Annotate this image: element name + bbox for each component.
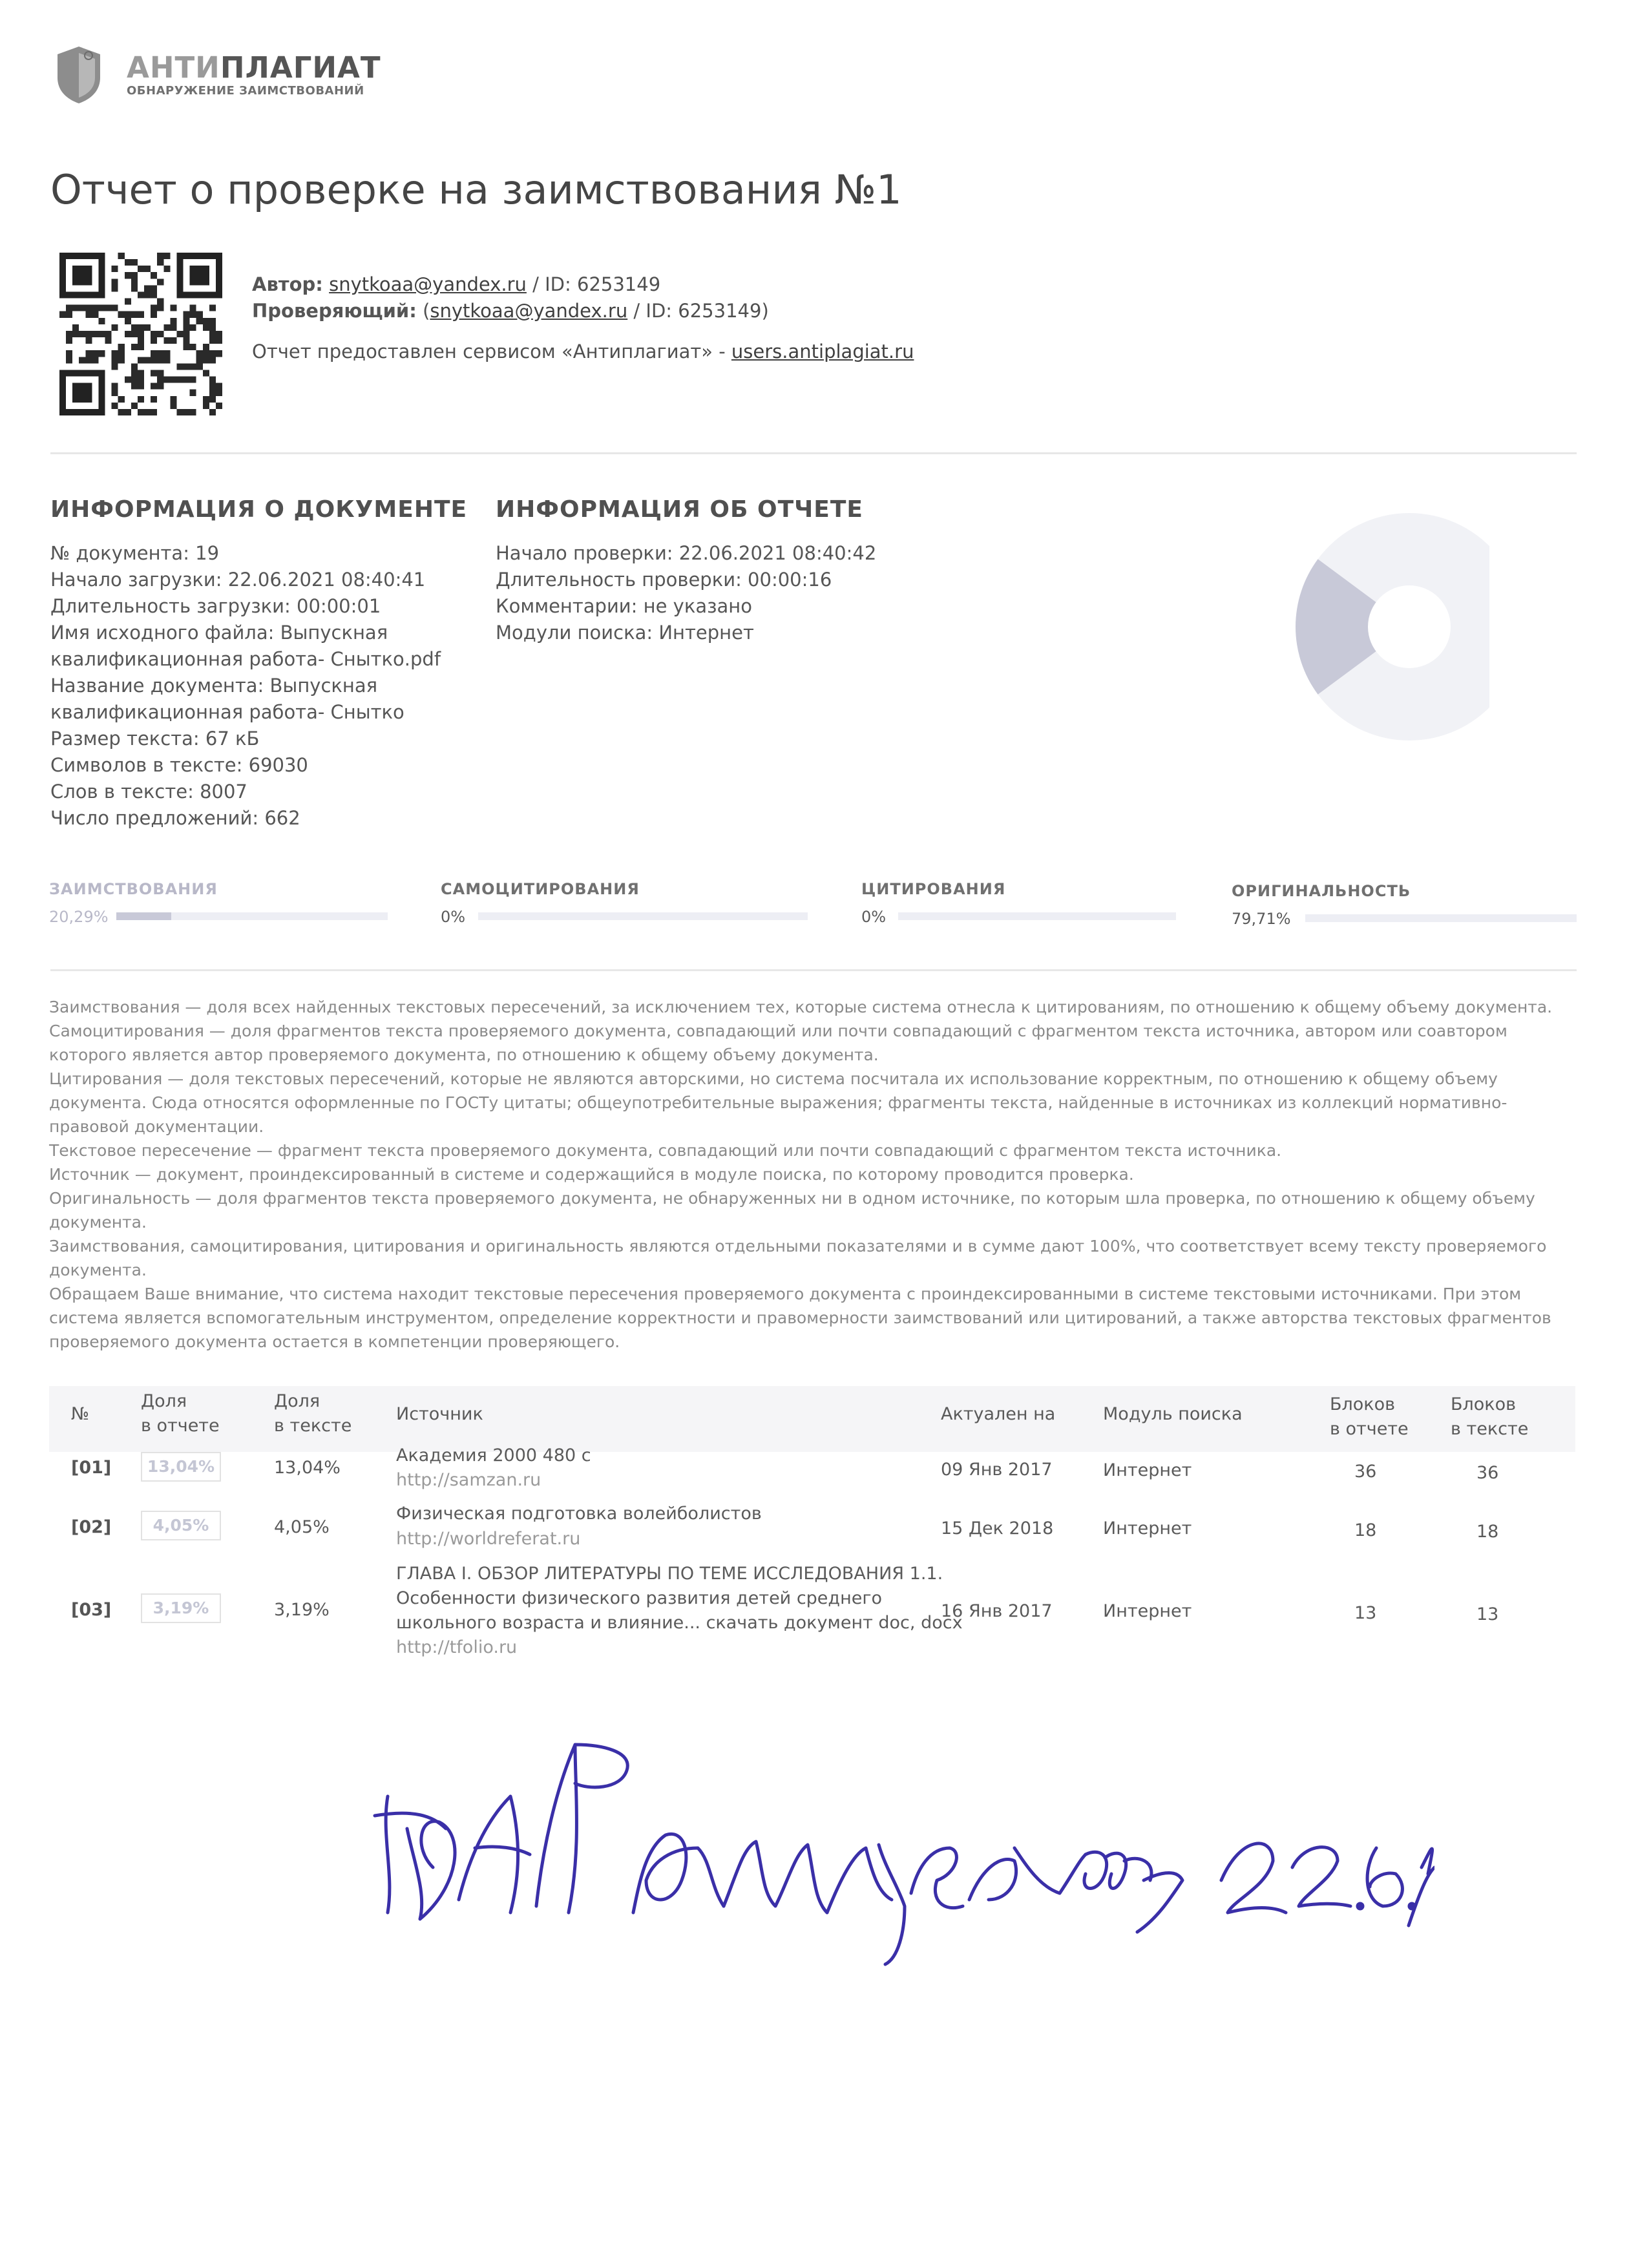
doc-info-line: квалификационная работа- Снытко.pdf — [50, 648, 441, 670]
stat-citation-bar — [898, 912, 1176, 920]
col-header-source: Источник — [396, 1404, 483, 1424]
col-header-blocks-text-line2: в тексте — [1451, 1419, 1529, 1439]
legend-text-intersection: Текстовое пересечение — фрагмент текста проверяемого документа, совпадающий или почти совпадающий с фрагментом текста источника. — [49, 1141, 1282, 1160]
service-text: Отчет предоставлен сервисом «Антиплагиат» - — [252, 341, 726, 362]
row-blocks-text: 18 — [1476, 1522, 1499, 1542]
doc-info-line: квалификационная работа- Снытко — [50, 701, 404, 723]
col-header-blocks-report-line2: в отчете — [1330, 1419, 1409, 1439]
row-blocks-text: 36 — [1476, 1463, 1499, 1483]
report-info-list — [496, 540, 876, 646]
row-search-module: Интернет — [1103, 1460, 1192, 1480]
col-header-share-report-line1: Доля — [141, 1391, 187, 1411]
row-blocks-text: 13 — [1476, 1604, 1499, 1624]
doc-info-list — [50, 540, 441, 832]
row-source-title: школьного возраста и влияние... скачать документ doc, docx — [396, 1613, 963, 1633]
page-title: Отчет о проверке на заимствования №1 — [50, 166, 902, 213]
col-header-share-text — [274, 1389, 352, 1438]
stats-divider — [50, 969, 1577, 971]
col-header-blocks-report — [1330, 1392, 1409, 1442]
legend-originality: Оригинальность — доля фрагментов текста проверяемого документа, не обнаруженных ни в одном источнике, по которым шла проверка, по отношению к общему объему документа. — [49, 1189, 1535, 1232]
legend-sum-note: Заимствования, самоцитирования, цитирования и оригинальность являются отдельными показателями и в сумме дают 100%, что соответствует всему тексту проверяемого документа. — [49, 1237, 1547, 1279]
row-source-title: Физическая подготовка волейболистов — [396, 1504, 762, 1524]
row-share-report: 3,19% — [141, 1593, 221, 1623]
col-header-blocks-text-line1: Блоков — [1451, 1394, 1517, 1414]
report-info-heading: ИНФОРМАЦИЯ ОБ ОТЧЕТЕ — [496, 496, 863, 523]
report-info-line: Начало проверки: 22.06.2021 08:40:42 — [496, 542, 877, 564]
col-header-actual: Актуален на — [941, 1404, 1056, 1424]
row-source-url[interactable]: http://tfolio.ru — [396, 1637, 518, 1657]
row-share-text: 13,04% — [274, 1458, 341, 1478]
header-divider — [50, 452, 1577, 454]
doc-info-line: Длительность загрузки: 00:00:01 — [50, 595, 381, 617]
legend-source: Источник — документ, проиндексированный в системе и содержащийся в модуле поиска, по которому проводится проверка. — [49, 1165, 1134, 1184]
report-info-line: Модули поиска: Интернет — [496, 622, 754, 644]
stat-selfcite-value: 0% — [441, 908, 466, 926]
reviewer-line — [252, 300, 769, 322]
stat-selfcite-bar — [478, 912, 808, 920]
service-link[interactable]: users.antiplagiat.ru — [731, 341, 914, 362]
reviewer-label: Проверяющий: — [252, 300, 417, 322]
row-source-title: ГЛАВА I. ОБЗОР ЛИТЕРАТУРЫ ПО ТЕМЕ ИССЛЕДОВАНИЯ 1.1. — [396, 1564, 943, 1584]
col-header-num: № — [71, 1404, 90, 1424]
row-actual-date: 09 Янв 2017 — [941, 1460, 1053, 1480]
col-header-module: Модуль поиска — [1103, 1404, 1243, 1424]
report-info-line: Комментарии: не указано — [496, 595, 753, 617]
row-source-title: Особенности физического развития детей среднего — [396, 1588, 883, 1608]
row-share-text: 3,19% — [274, 1600, 330, 1620]
row-blocks-report: 36 — [1354, 1462, 1377, 1482]
pie-center-hole — [1368, 585, 1451, 668]
legend-selfcitation: Самоцитирования — доля фрагментов текста проверяемого документа, совпадающий или почти совпадающий с фрагментом текста источника, автором или соавтором которого является автор проверяемого документа, по отношению к общему объему документа. — [49, 1022, 1507, 1064]
row-source-url[interactable]: http://worldreferat.ru — [396, 1529, 581, 1549]
row-source-title: Академия 2000 480 с — [396, 1445, 591, 1465]
row-source-url[interactable]: http://samzan.ru — [396, 1470, 541, 1490]
stat-citation-label: ЦИТИРОВАНИЯ — [861, 880, 1006, 898]
brand-name — [127, 50, 381, 85]
doc-info-line: Размер текста: 67 кБ — [50, 728, 260, 750]
stat-originality-value: 79,71% — [1232, 910, 1291, 928]
col-header-share-report — [141, 1389, 220, 1438]
antiplagiat-logo-icon — [55, 45, 103, 105]
qr-code-icon — [59, 253, 222, 415]
legend-attention-note: Обращаем Ваше внимание, что система находит текстовые пересечения проверяемого документа с проиндексированными в системе текстовыми источниками. При этом система является вспомогательным инструментом, определение корректности и правомерности заимствований или цитирований, а также авторства текстовых фрагментов проверяемого документа остается в компетенции проверяющего. — [49, 1285, 1551, 1351]
brand-name-dark: ПЛАГИАТ — [220, 50, 381, 85]
row-index[interactable]: [03] — [71, 1600, 112, 1620]
col-header-share-text-line2: в тексте — [274, 1416, 352, 1436]
col-header-share-text-line1: Доля — [274, 1391, 320, 1411]
row-blocks-report: 13 — [1354, 1603, 1377, 1623]
row-index[interactable]: [01] — [71, 1458, 112, 1478]
doc-info-line: Число предложений: 662 — [50, 807, 300, 829]
brand-subtitle: ОБНАРУЖЕНИЕ ЗАИМСТВОВАНИЙ — [127, 84, 364, 98]
doc-info-line: Начало загрузки: 22.06.2021 08:40:41 — [50, 569, 426, 591]
col-header-blocks-text — [1451, 1392, 1528, 1442]
row-search-module: Интернет — [1103, 1601, 1192, 1621]
doc-info-heading: ИНФОРМАЦИЯ О ДОКУМЕНТЕ — [50, 496, 468, 523]
doc-info-line: Название документа: Выпускная — [50, 675, 378, 697]
legend-citation: Цитирования — доля текстовых пересечений, которые не являются авторскими, но система посчитала их использование корректным, по отношению к общему объему документа. Сюда относятся оформленные по ГОСТу цитаты; общеупотребительные выражения; фрагменты текста, найденные в источниках из коллекций нормативно-правовой документации. — [49, 1069, 1507, 1136]
row-search-module: Интернет — [1103, 1518, 1192, 1538]
author-email-link[interactable]: snytkoaa@yandex.ru — [329, 273, 527, 295]
doc-info-line: Имя исходного файла: Выпускная — [50, 622, 388, 644]
reviewer-email-link[interactable]: snytkoaa@yandex.ru — [430, 300, 628, 322]
stat-borrowing-value: 20,29% — [49, 908, 109, 926]
col-header-share-report-line2: в отчете — [141, 1416, 220, 1436]
stat-borrowing-label: ЗАИМСТВОВАНИЯ — [49, 880, 218, 898]
row-share-report: 4,05% — [141, 1511, 221, 1540]
doc-info-line: Символов в тексте: 69030 — [50, 754, 308, 776]
row-share-report: 13,04% — [141, 1452, 221, 1482]
col-header-blocks-report-line1: Блоков — [1330, 1394, 1396, 1414]
stat-selfcite-label: САМОЦИТИРОВАНИЯ — [441, 880, 640, 898]
definitions-legend — [49, 995, 1574, 1354]
reviewer-open-paren: ( — [423, 300, 430, 322]
doc-info-line: Слов в тексте: 8007 — [50, 781, 247, 803]
row-share-text: 4,05% — [274, 1517, 330, 1537]
row-blocks-report: 18 — [1354, 1520, 1377, 1540]
handwritten-signature — [362, 1719, 1434, 1977]
reviewer-id: / ID: 6253149) — [633, 300, 769, 322]
stat-citation-value: 0% — [861, 908, 887, 926]
stat-borrowing-bar-fill — [116, 912, 171, 920]
author-label: Автор: — [252, 273, 323, 295]
brand-name-light: АНТИ — [127, 50, 220, 85]
originality-pie-chart — [1283, 498, 1489, 756]
stat-borrowing-bar — [116, 912, 388, 920]
row-actual-date: 16 Янв 2017 — [941, 1601, 1053, 1621]
row-actual-date: 15 Дек 2018 — [941, 1518, 1054, 1538]
doc-info-line: № документа: 19 — [50, 542, 220, 564]
report-info-line: Длительность проверки: 00:00:16 — [496, 569, 832, 591]
row-index[interactable]: [02] — [71, 1517, 112, 1537]
stat-originality-label: ОРИГИНАЛЬНОСТЬ — [1232, 882, 1411, 900]
legend-borrowing: Заимствования — доля всех найденных текстовых пересечений, за исключением тех, которые система отнесла к цитированиям, по отношению к общему объему документа. — [49, 998, 1553, 1016]
author-id: / ID: 6253149 — [532, 273, 661, 295]
author-line — [252, 273, 660, 295]
stat-originality-bar — [1305, 914, 1577, 922]
service-line — [252, 341, 914, 362]
